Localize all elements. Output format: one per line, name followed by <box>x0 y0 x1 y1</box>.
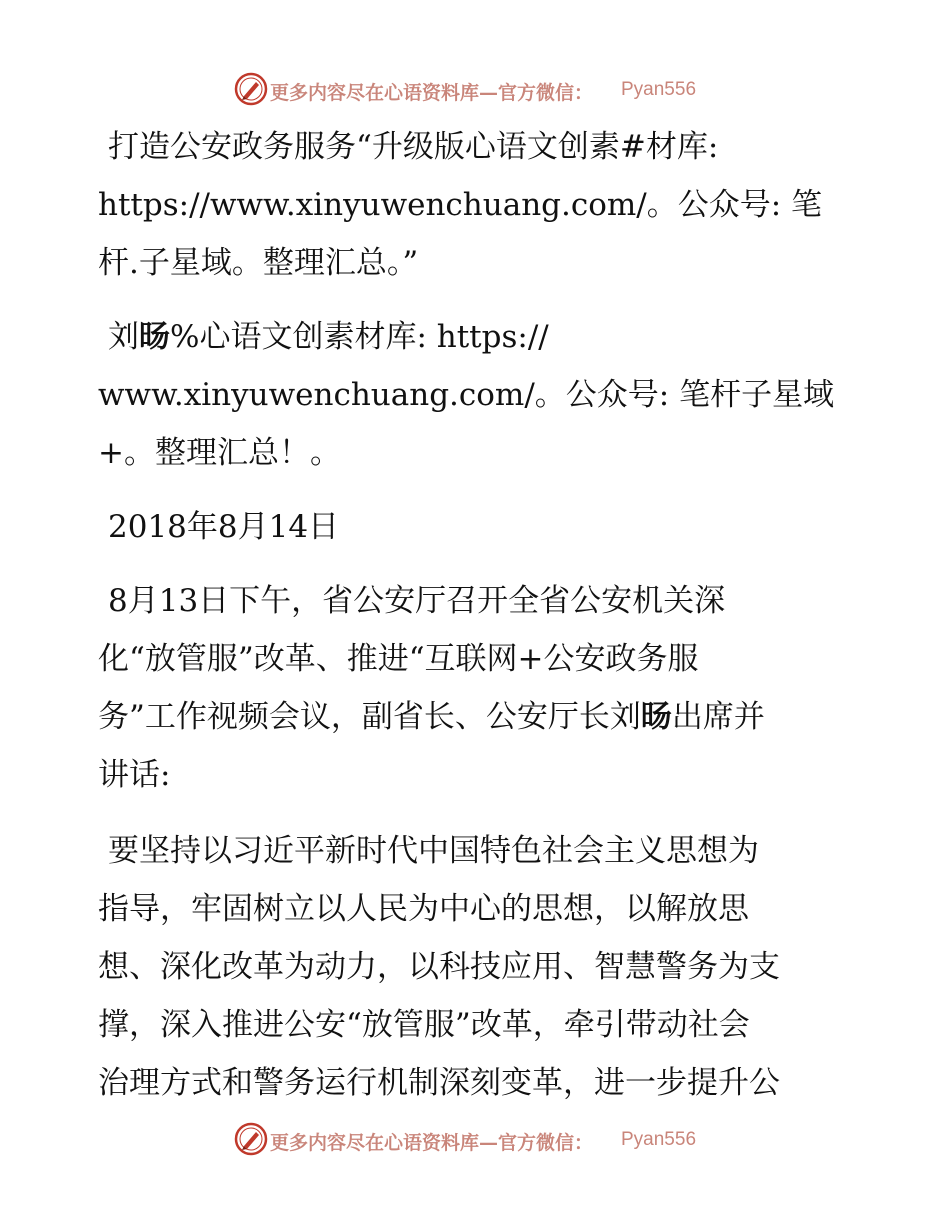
text-line: 2018年8月14日 <box>108 509 340 545</box>
paragraph-5 <box>98 822 780 1112</box>
date-line <box>98 498 339 556</box>
text-line: 打造公安政务服务“升级版心语文创素#材库: <box>108 129 719 165</box>
wechat-id: Pyan556 <box>621 1129 697 1150</box>
text-span: 刘 <box>108 319 139 355</box>
text-line: 治理方式和警务运行机制深刻变革，进一步提升公 <box>98 1065 780 1101</box>
text-line: +。整理汇总！。 <box>98 435 341 471</box>
pen-nib-logo-icon <box>234 72 268 106</box>
banner-text: 更多内容尽在心语资料库—官方微信： <box>270 82 594 104</box>
text-line: 杆.子星域。整理汇总。” <box>98 245 419 281</box>
text-line: 指导，牢固树立以人民为中心的思想，以解放思 <box>98 891 749 927</box>
text-span: 务”工作视频会议，副省长、公安厅长刘 <box>98 699 641 735</box>
text-line <box>98 688 765 746</box>
text-span: 出席并 <box>671 699 765 735</box>
footer-banner <box>0 1120 950 1160</box>
banner-text: 更多内容尽在心语资料库—官方微信： <box>270 1132 594 1154</box>
text-line: 要坚持以习近平新时代中国特色社会主义思想为 <box>108 833 759 869</box>
paragraph-1 <box>98 118 822 292</box>
text-span: %心语文创素材库: https:// <box>170 319 549 355</box>
text-line: https://www.xinyuwenchuang.com/。公众号: 笔 <box>98 187 823 223</box>
bold-char: 旸 <box>640 699 672 735</box>
bold-char: 旸 <box>139 319 170 355</box>
text-line: 想、深化改革为动力，以科技应用、智慧警务为支 <box>98 949 780 985</box>
text-line: 化“放管服”改革、推进“互联网+公安政务服 <box>98 641 699 677</box>
wechat-id: Pyan556 <box>621 79 697 100</box>
paragraph-2 <box>98 308 834 482</box>
text-line: 8月13日下午，省公安厅召开全省公安机关深 <box>108 583 726 619</box>
paragraph-4 <box>98 572 765 804</box>
pen-nib-logo-icon <box>234 1122 268 1156</box>
text-line: 讲话: <box>98 757 171 793</box>
text-line: 撑，深入推进公安“放管服”改革，牵引带动社会 <box>98 1007 750 1043</box>
text-line <box>98 308 834 366</box>
header-banner <box>0 70 950 110</box>
text-line: www.xinyuwenchuang.com/。公众号: 笔杆子星域 <box>98 377 835 413</box>
